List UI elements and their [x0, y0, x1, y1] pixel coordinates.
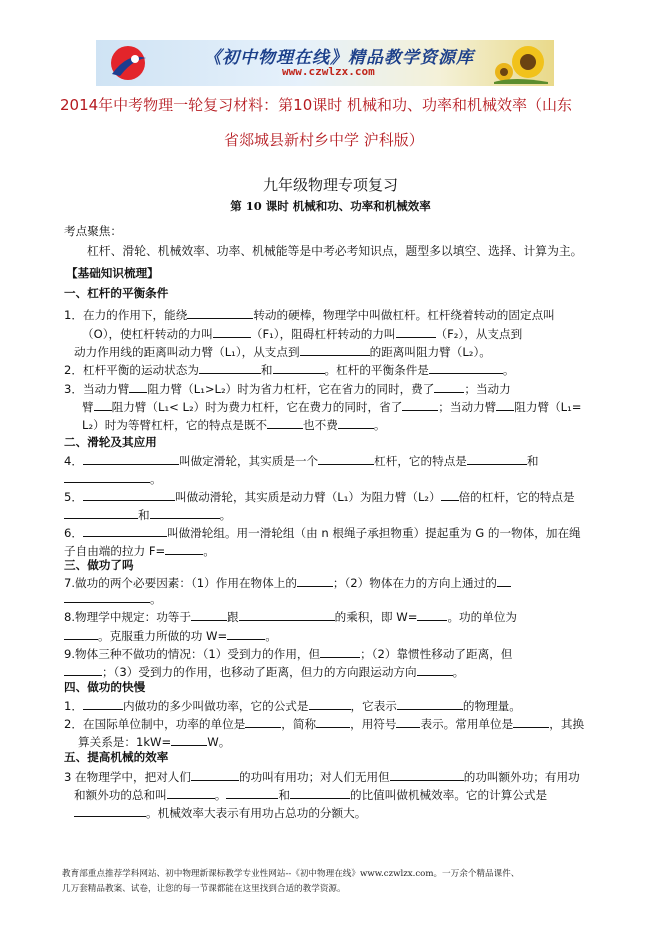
- question-7-line2: 。: [64, 590, 162, 606]
- question-3-line3: L₂）时为等臂杠杆，它的特点是既不 也不费 。: [82, 418, 386, 432]
- lesson-title: 第 10 课时 机械和功、功率和机械效率: [230, 199, 431, 213]
- power-question-1: 1． 内做功的多少叫做功率，它的公式是 ，它表示 的物理量。: [64, 699, 521, 713]
- question-6-line2: 子自由端的拉力 F= 。: [64, 544, 215, 558]
- question-1-line2: （O），使杠杆转动的力叫 （F₁），阻碍杠杆转动的力叫 （F₂），从支点到: [82, 327, 523, 341]
- sunflower-icon: [494, 42, 548, 84]
- question-5-line1: 5． 叫做动滑轮，其实质是动力臂（L₁）为阻力臂（L₂） 倍的杠杆，它的特点是: [64, 490, 575, 504]
- question-9-line2: ；（3）受到力的作用，也移动了距离，但力的方向跟运动方向 。: [64, 663, 464, 679]
- header-banner: [96, 40, 554, 86]
- section-heading-power: 四、做功的快慢: [64, 680, 146, 694]
- section-heading-efficiency: 五、提高机械的效率: [64, 750, 169, 764]
- section-heading-work: 三、做功了吗: [64, 558, 134, 572]
- footer-line1: 教育部重点推荐学科网站、初中物理新课标教学专业性网站--《初中物理在线》www.czwlzx.com。一万余个精品课件、: [62, 869, 520, 879]
- section-heading-lever: 一、杠杆的平衡条件: [64, 286, 169, 300]
- efficiency-question-line1: 3 在物理学中，把对人们 的功叫有用功；对人们无用但 的功叫额外功；有用功: [64, 770, 580, 784]
- power-question-2-line1: 2．在国际单位制中，功率的单位是 ，简称 ，用符号 表示。常用单位是 ，其换: [64, 717, 585, 731]
- question-8-line2: 。克服重力所做的功 W= 。: [64, 627, 277, 643]
- question-3-line2: 臂 阻力臂（L₁< L₂）时为费力杠杆，它在费力的同时，省了 ；当动力臂 阻力臂（L₁=: [82, 400, 582, 414]
- site-logo: [104, 44, 152, 82]
- question-5-line2: 和 。: [64, 506, 231, 522]
- question-1-line3: 动力作用线的距离叫动力臂（L₁），从支点到 的距离叫阻力臂（L₂）。: [74, 345, 491, 359]
- efficiency-question-line3: 。机械效率大表示有用功占总功的分额大。: [74, 804, 366, 820]
- question-9-line1: 9.物体三种不做功的情况：（1）受到力的作用，但 ；（2）靠惯性移动了距离，但: [64, 647, 513, 661]
- question-4-line2: 。: [64, 470, 162, 486]
- basics-label: 【基础知识梳理】: [66, 266, 159, 280]
- banner-url[interactable]: www.czwlzx.com: [282, 65, 375, 78]
- question-6-line1: 6． 叫做滑轮组。用一滑轮组（由 n 根绳子承担物重）提起重为 G 的一物体，加在绳: [64, 526, 581, 540]
- document-title-line2: 省郯城县新村乡中学 沪科版）: [224, 131, 424, 149]
- power-question-2-line2: 算关系是：1kW= W。: [78, 735, 231, 749]
- question-2: 2．杠杆平衡的运动状态为 和 。杠杆的平衡条件是 。: [64, 363, 515, 377]
- page-subtitle: 九年级物理专项复习: [262, 176, 398, 194]
- page-footer: [62, 867, 602, 897]
- document-title-line1: 2014年中考物理一轮复习材料：第10课时 机械和功、功率和机械效率（山东: [60, 96, 573, 114]
- efficiency-question-line2: 和额外功的总和叫 。 和 的比值叫做机械效率。它的计算公式是: [74, 788, 548, 802]
- question-4-line1: 4． 叫做定滑轮，其实质是一个 杠杆，它的特点是 和: [64, 454, 539, 468]
- banner-title: 《初中物理在线》精品教学资源库: [204, 48, 474, 68]
- question-1-line1: 1．在力的作用下，能绕 转动的硬棒，物理学中叫做杠杆。杠杆绕着转动的固定点叫: [64, 308, 555, 322]
- footer-line2: 几万套精品教案、试卷，让您的每一节课都能在这里找到合适的教学资源。: [62, 884, 346, 894]
- question-3-line1: 3．当动力臂 阻力臂（L₁>L₂）时为省力杠杆，它在省力的同时，费了 ；当动力: [64, 382, 511, 396]
- focus-text: 杠杆、滑轮、机械效率、功率、机械能等是中考必考知识点，题型多以填空、选择、计算为主。: [87, 244, 583, 258]
- question-8-line1: 8.物理学中规定：功等于 跟 的乘积，即 W= 。功的单位为: [64, 610, 518, 624]
- section-heading-pulley: 二、滑轮及其应用: [64, 435, 157, 449]
- focus-label: 考点聚焦：: [64, 224, 122, 238]
- question-7-line1: 7.做功的两个必要因素：（1）作用在物体上的 ；（2）物体在力的方向上通过的: [64, 574, 511, 590]
